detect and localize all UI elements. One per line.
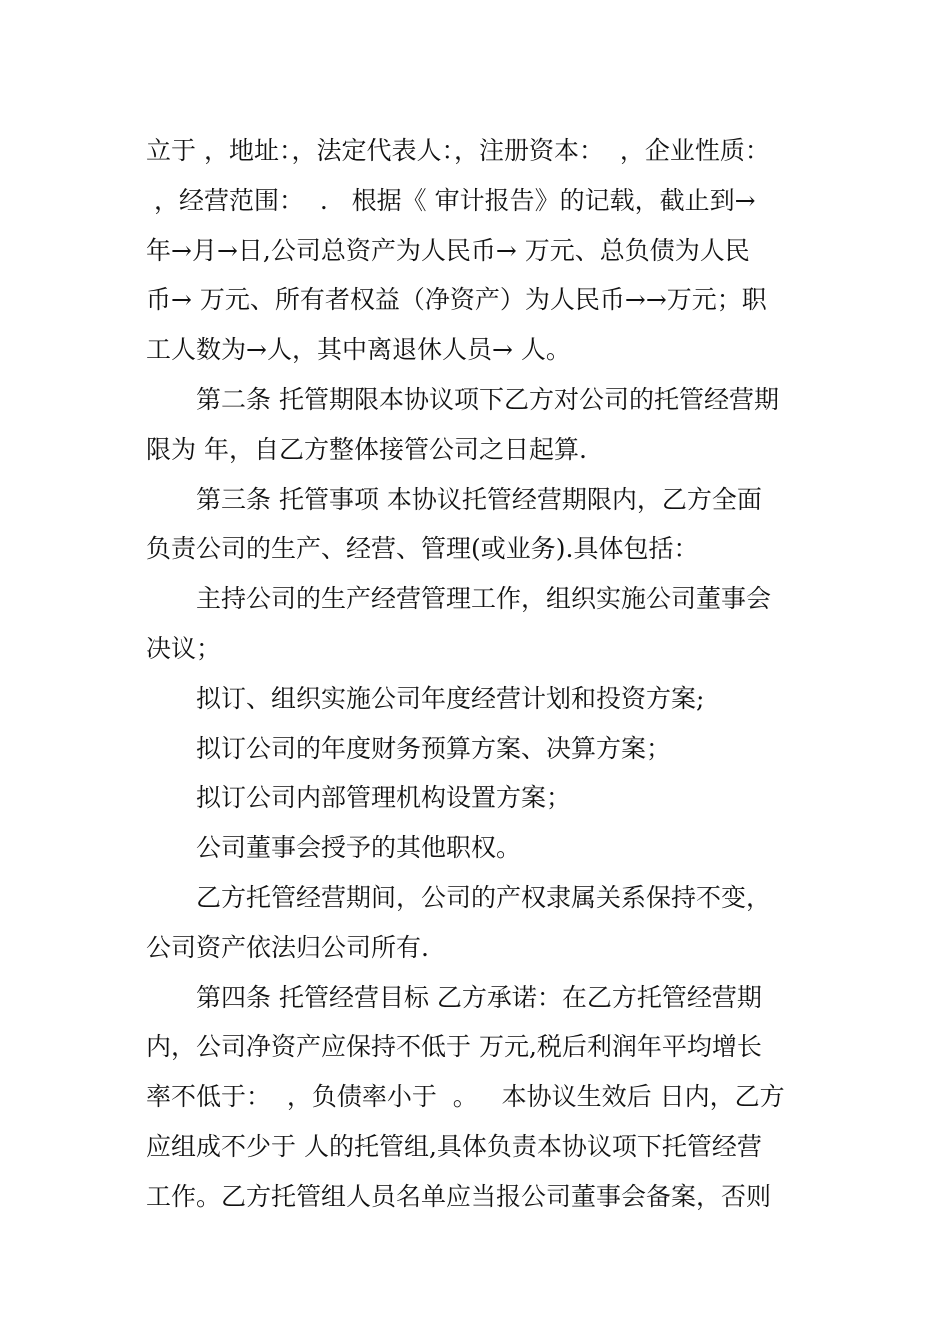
list-item-line: 主持公司的生产经营管理工作，组织实施公司董事会	[196, 584, 772, 614]
text-line: 限为 年，自乙方整体接管公司之日起算.	[146, 434, 587, 464]
text-line: 工人数为→人，其中离退休人员→ 人。	[146, 335, 571, 365]
list-item-line: 公司董事会授予的其他职权。	[196, 833, 522, 863]
text-line: 公司资产依法归公司所有.	[146, 932, 429, 962]
text-line: 立于 ，地址：，法定代表人：，注册资本： ，企业性质：	[146, 136, 770, 165]
text-line: 负责公司的生产、经营、管理(或业务).具体包括：	[146, 534, 699, 564]
paragraph-line: 乙方托管经营期间，公司的产权隶属关系保持不变，	[196, 882, 772, 912]
text-line: 内，公司净资产应保持不低于 万元,税后利润年平均增长	[146, 1032, 762, 1062]
text-line: 币→ 万元、所有者权益（净资产）为人民币→→万元；职	[146, 285, 767, 315]
article-2-heading-line: 第二条 托管期限本协议项下乙方对公司的托管经营期	[196, 384, 779, 414]
text-line: ，经营范围： . 根据《 审计报告》的记载，截止到→	[146, 185, 756, 215]
text-line: 决议；	[146, 633, 222, 663]
list-item-line: 拟订公司的年度财务预算方案、决算方案；	[196, 733, 672, 763]
text-line: 工作。乙方托管组人员名单应当报公司董事会备案，否则	[146, 1181, 772, 1211]
text-line: 应组成不少于 人的托管组,具体负责本协议项下托管经营	[146, 1131, 762, 1161]
list-item-line: 拟订、组织实施公司年度经营计划和投资方案;	[196, 683, 705, 713]
article-4-heading-line: 第四条 托管经营目标 乙方承诺：在乙方托管经营期	[196, 982, 762, 1012]
document-body	[146, 126, 806, 1222]
article-3-heading-line: 第三条 托管事项 本协议托管经营期限内，乙方全面	[196, 484, 762, 514]
text-line: 率不低于： ，负债率小于 。 本协议生效后 日内，乙方	[146, 1082, 785, 1112]
text-line: 年→月→日,公司总资产为人民币→ 万元、总负债为人民	[146, 235, 750, 265]
list-item-line: 拟订公司内部管理机构设置方案；	[196, 783, 572, 813]
